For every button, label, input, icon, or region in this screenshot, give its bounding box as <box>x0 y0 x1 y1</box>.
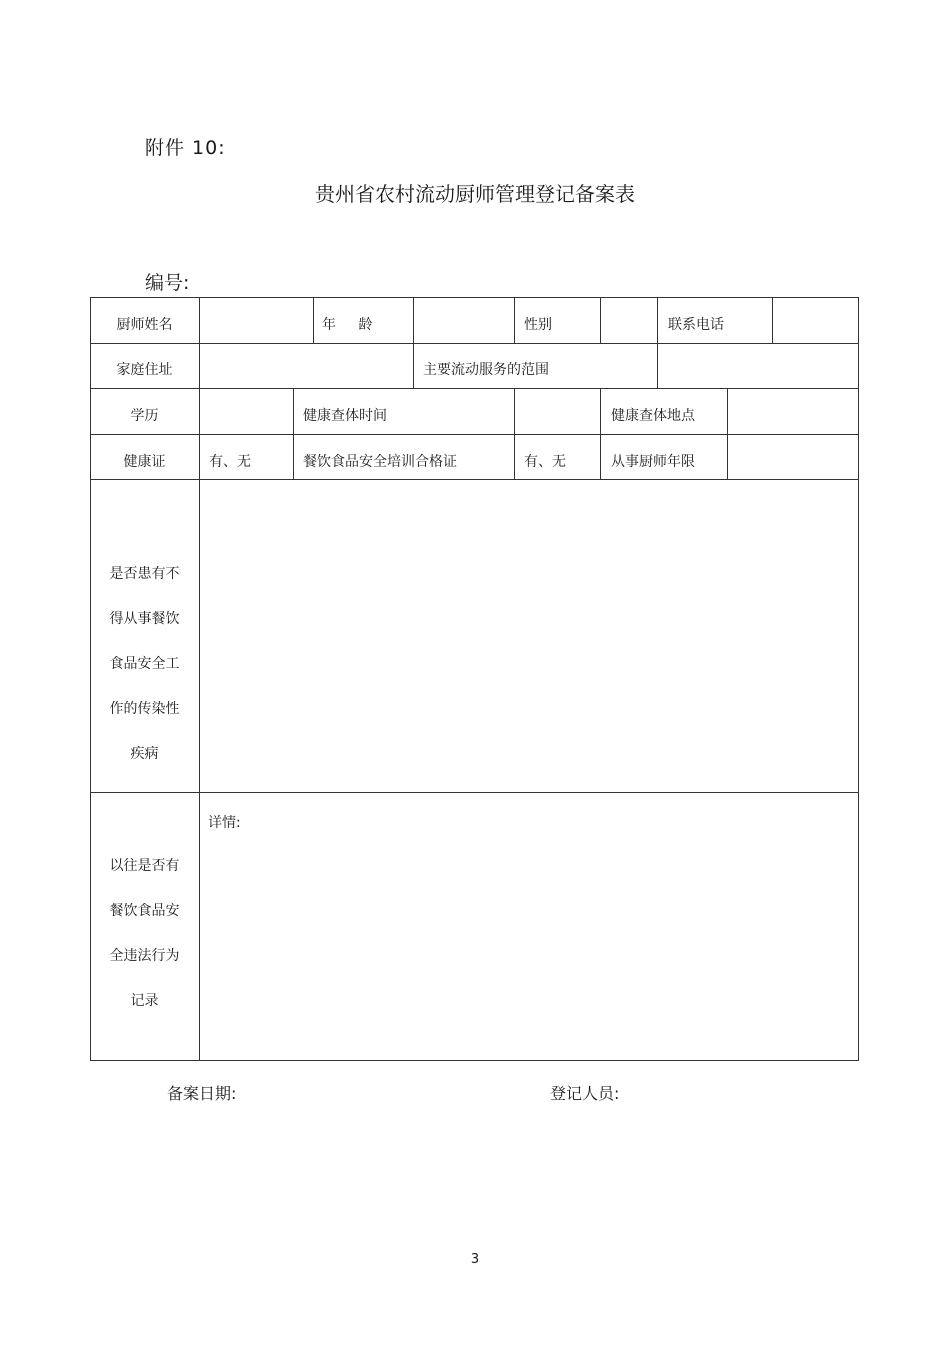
label-line: 记录 <box>130 993 159 1009</box>
table-border-bottom <box>90 1060 859 1061</box>
phone-field[interactable] <box>773 297 858 343</box>
checkup-time-field[interactable] <box>515 389 600 434</box>
home-address-field[interactable] <box>200 344 413 388</box>
registration-form-table <box>90 297 859 1061</box>
chef-years-label: 从事厨师年限 <box>611 454 695 470</box>
column-divider <box>600 388 601 479</box>
row-divider <box>90 792 859 793</box>
chef-name-field[interactable] <box>200 297 313 343</box>
page-title: 贵州省农村流动厨师管理登记备案表 <box>315 182 635 206</box>
column-divider <box>657 297 658 343</box>
phone-label: 联系电话 <box>668 317 724 333</box>
health-cert-value[interactable]: 有、无 <box>209 454 251 470</box>
label-line: 全违法行为 <box>109 948 180 964</box>
age-field[interactable] <box>414 297 514 343</box>
column-divider <box>293 388 294 479</box>
infectious-disease-field[interactable] <box>200 480 858 792</box>
details-label: 详情: <box>208 815 241 831</box>
education-field[interactable] <box>200 389 293 434</box>
violation-record-label <box>90 844 199 1024</box>
training-cert-value[interactable]: 有、无 <box>524 454 566 470</box>
label-line: 餐饮食品安 <box>109 903 180 919</box>
home-address-label: 家庭住址 <box>116 362 173 378</box>
checkup-time-label: 健康查体时间 <box>303 408 387 424</box>
table-border-right <box>858 297 859 1061</box>
health-cert-label: 健康证 <box>123 454 166 470</box>
label-line: 疾病 <box>130 746 159 762</box>
chef-name-label: 厨师姓名 <box>116 317 173 333</box>
education-label: 学历 <box>130 408 159 424</box>
column-divider <box>313 297 314 343</box>
chef-years-field[interactable] <box>728 435 858 479</box>
filing-date-label: 备案日期: <box>167 1084 237 1103</box>
attachment-label: 附件 10: <box>145 137 226 159</box>
service-scope-label: 主要流动服务的范围 <box>423 362 549 378</box>
infectious-disease-label <box>90 552 199 777</box>
column-divider <box>413 343 414 388</box>
column-divider <box>514 297 515 343</box>
age-label: 年 龄 <box>322 317 373 333</box>
label-line: 得从事餐饮 <box>109 611 180 627</box>
label-line: 以往是否有 <box>109 858 180 874</box>
training-cert-label: 餐饮食品安全培训合格证 <box>303 454 457 470</box>
registrar-label: 登记人员: <box>550 1084 620 1103</box>
checkup-place-label: 健康查体地点 <box>611 408 695 424</box>
checkup-place-field[interactable] <box>728 389 858 434</box>
violation-details-field[interactable] <box>200 837 858 1059</box>
label-line: 作的传染性 <box>109 701 180 717</box>
serial-number-label: 编号: <box>145 272 190 294</box>
label-line: 食品安全工 <box>109 656 180 672</box>
gender-field[interactable] <box>601 297 657 343</box>
gender-label: 性别 <box>524 317 552 333</box>
label-line: 是否患有不 <box>109 566 180 582</box>
page-number: 3 <box>470 1252 480 1267</box>
service-scope-field[interactable] <box>658 344 858 388</box>
